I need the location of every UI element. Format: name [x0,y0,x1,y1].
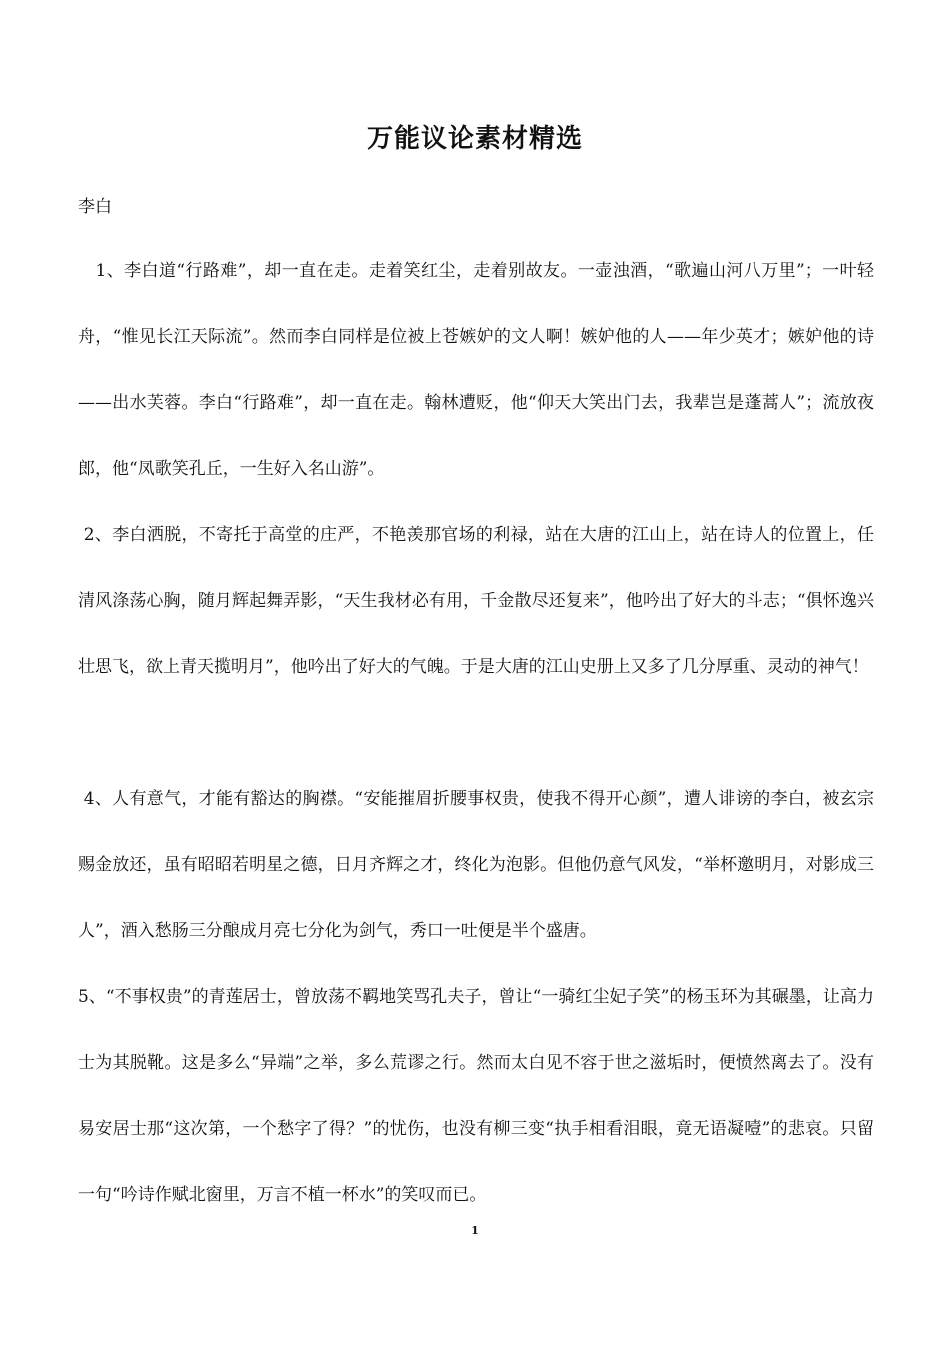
page-number: 1 [471,1224,479,1237]
paragraph-4: 5、“不事权贵”的青莲居士，曾放荡不羁地笑骂孔夫子，曾让“一骑红尘妃子笑”的杨玉环为其碾墨，让高力士为其脱靴。这是多么“异端”之举，多么荒谬之行。然而太白见不容于世之滋垢时，便愤然离去了。没有易安居士那“这次第，一个愁字了得？”的忧伤，也没有柳三变“执手相看泪眼，竟无语凝噎”的悲哀。只留一句“吟诗作赋北窗里，万言不植一杯水”的笑叹而已。 [78,987,874,1205]
paragraph-3: 4、人有意气，才能有豁达的胸襟。“安能摧眉折腰事权贵，使我不得开心颜”，遭人诽谤的李白，被玄宗赐金放还，虽有昭昭若明星之德，日月齐辉之才，终化为泡影。但他仍意气风发，“举杯邀明月，对影成三人”，酒入愁肠三分酿成月亮七分化为剑气，秀口一吐便是半个盛唐。 [78,789,874,941]
section-heading: 李白 [78,197,112,217]
document-title: 万能议论素材精选 [366,124,583,154]
paragraph-2: 2、李白洒脱，不寄托于高堂的庄严，不艳羡那官场的利禄，站在大唐的江山上，站在诗人的位置上，任清风涤荡心胸，随月辉起舞弄影，“天生我材必有用，千金散尽还复来”，他吟出了好大的斗志；“俱怀逸兴壮思飞，欲上青天揽明月”，他吟出了好大的气魄。于是大唐的江山史册上又多了几分厚重、灵动的神气！ [78,525,874,677]
paragraph-1: 1、李白道“行路难”，却一直在走。走着笑红尘，走着别故友。一壶浊酒，“歌遍山河八万里”；一叶轻舟，“惟见长江天际流”。然而李白同样是位被上苍嫉妒的文人啊！嫉妒他的人——年少英才；嫉妒他的诗——出水芙蓉。李白“行路难”，却一直在走。翰林遭贬，他“仰天大笑出门去，我辈岂是蓬蒿人”；流放夜郎，他“凤歌笑孔丘，一生好入名山游”。 [78,261,875,479]
